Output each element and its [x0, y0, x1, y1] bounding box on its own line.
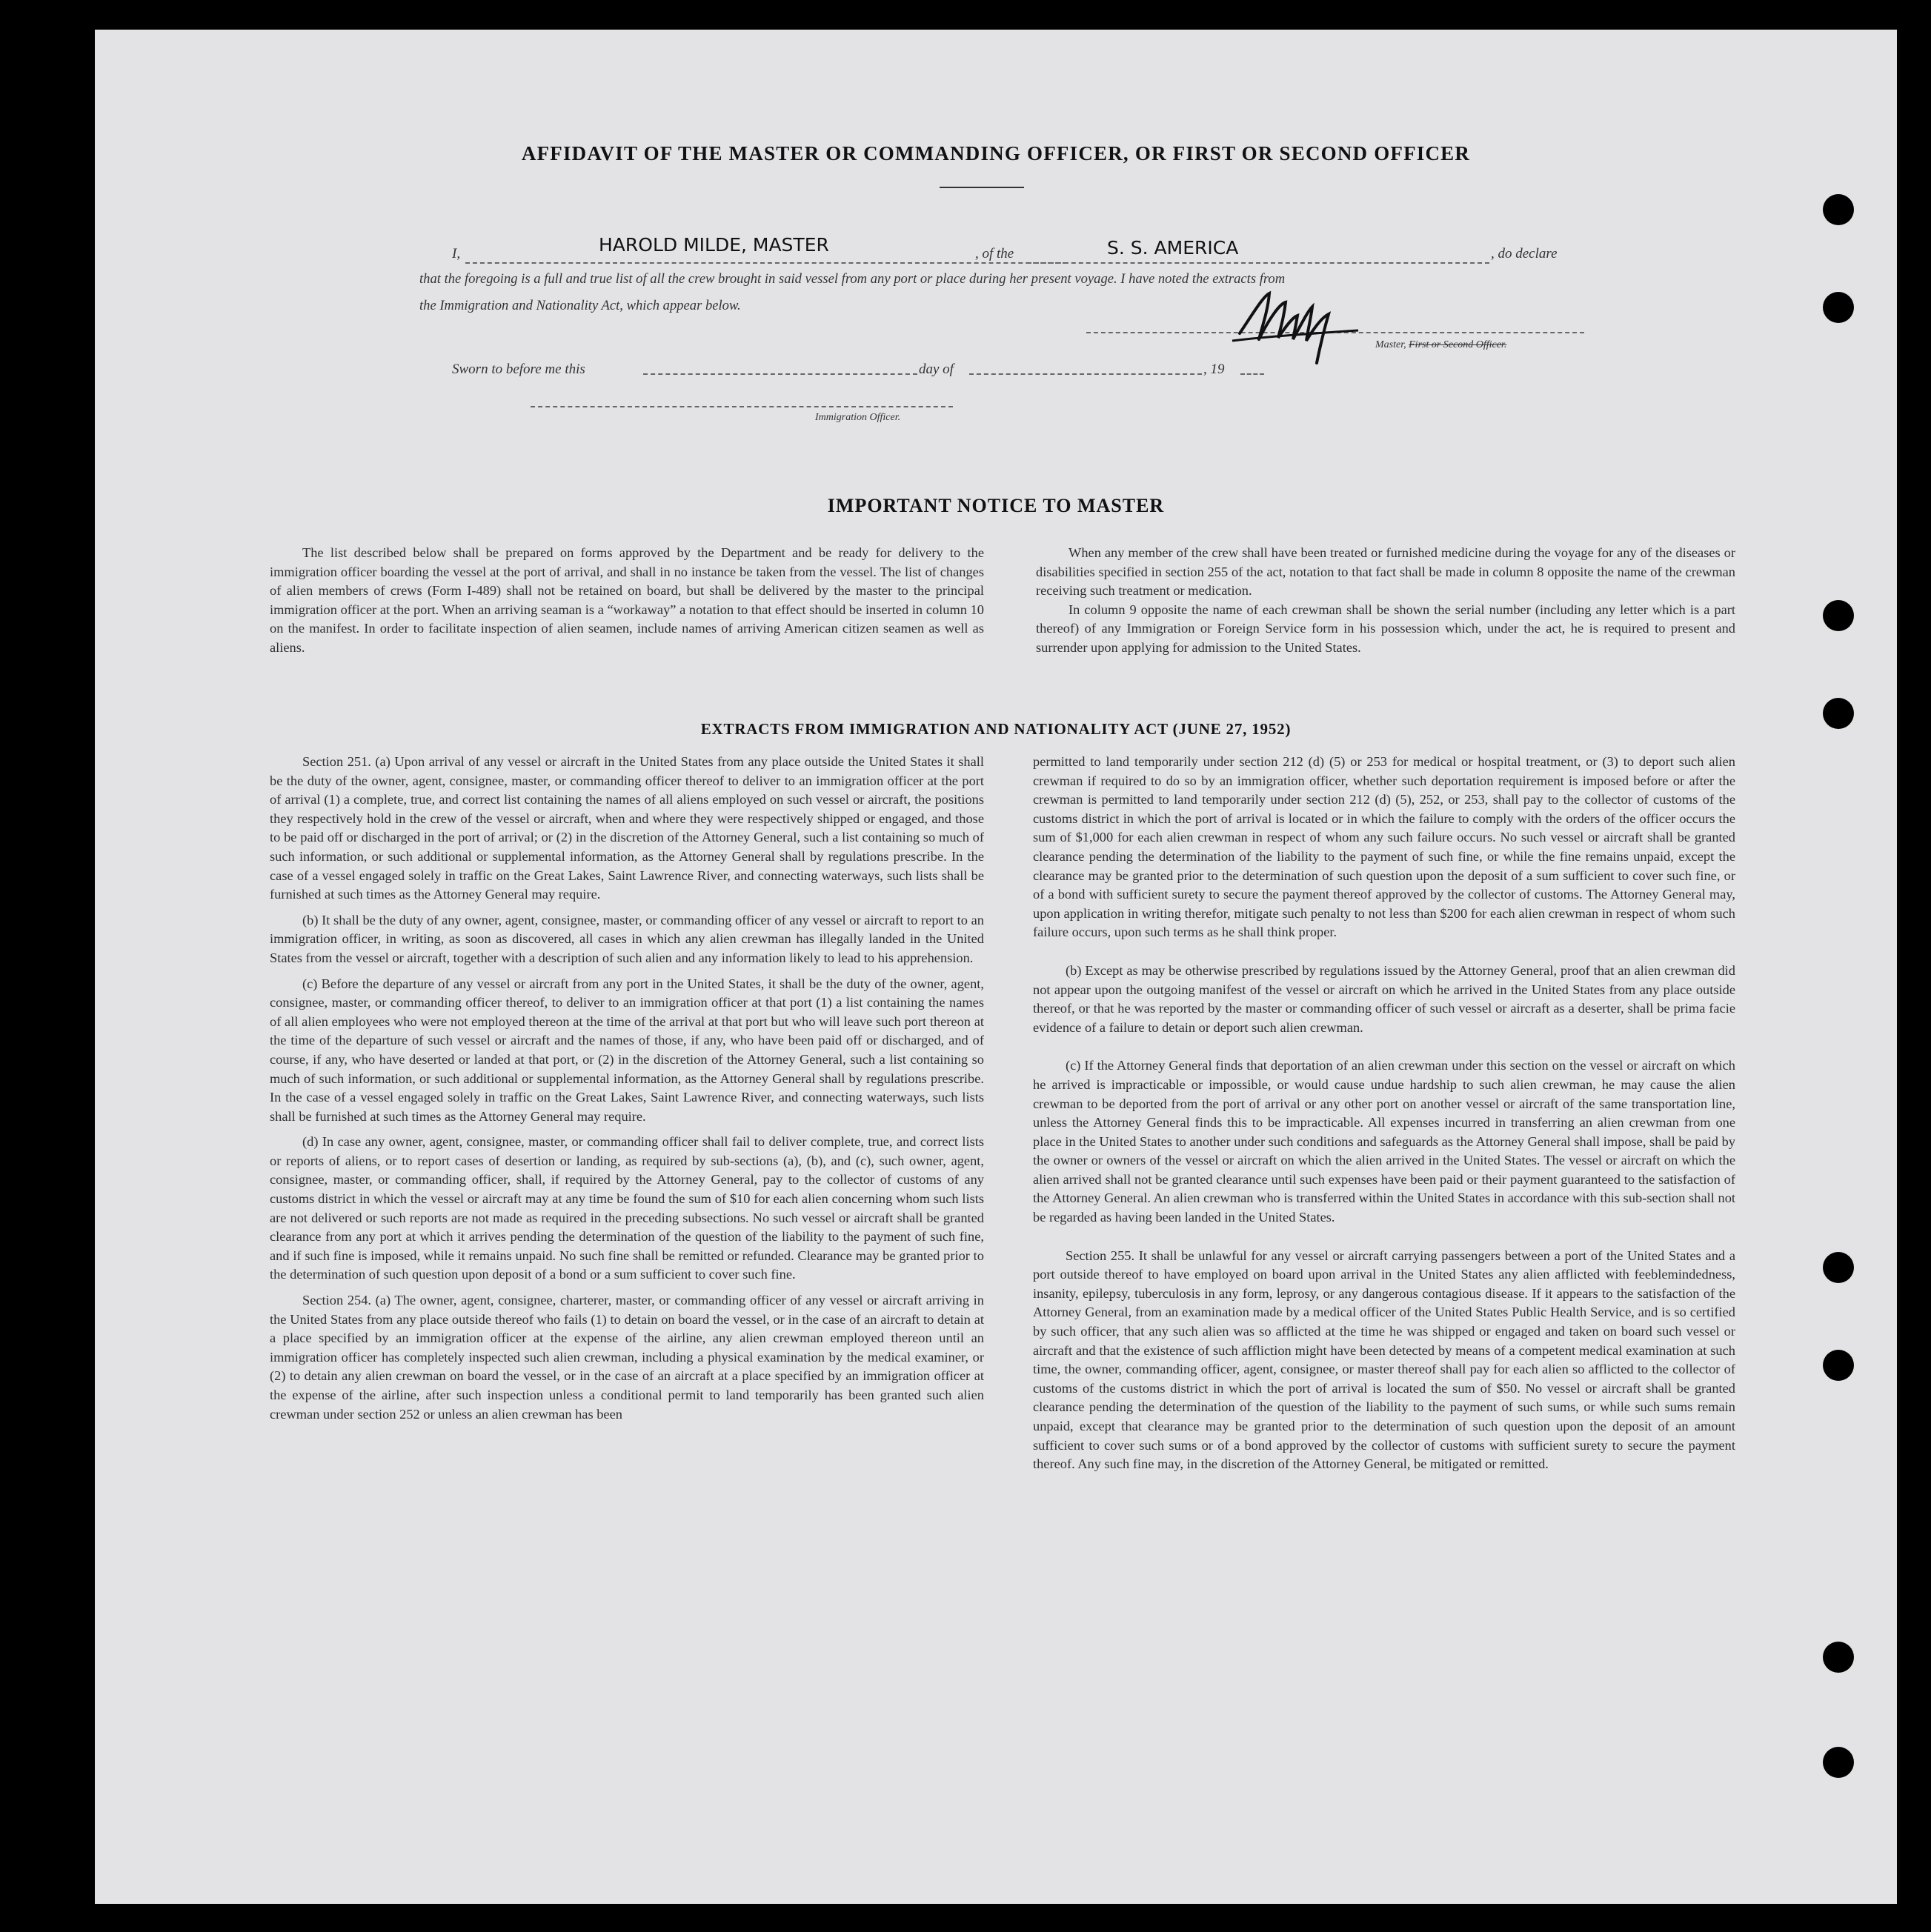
section-254-a: Section 254. (a) The owner, agent, consignee, charterer, master, or commanding officer of any vessel or aircraft arriving in the United States from any place outside thereof who fails (1) to detain on board the vessel, or in the case of an aircraft to detain at a place specified by an immigration officer at the expense of the airline, any alien crewman employed thereon until an immigration officer has completely inspected such alien crewman, including a physical examination by the medical examiner, or (2) to detain any alien crewman on board the vessel, or in the case of an aircraft at a place specified by an immigration officer at the expense of the airline, after such inspection unless a conditional permit to land temporarily has been granted such alien crewman under section 252 or unless an alien crewman has been	[270, 1293, 984, 1422]
notice-title: IMPORTANT NOTICE TO MASTER	[827, 495, 1165, 516]
title-underline	[940, 187, 1024, 188]
vessel-name-line	[1027, 262, 1489, 264]
master-signature	[1225, 282, 1403, 370]
section-251-c: (c) Before the departure of any vessel or aircraft from any port in the United States, it shall be the duty of the owner, agent, consignee, master, or commanding officer thereof, to deliver to an immigration officer at that port (1) a list containing the names of all alien employees who were not employed thereon at the time of the arrival at that port but who will leave such port thereon at the time of the departure of such vessel or aircraft and the names of those, if any, who have been paid off or discharged, and of course, if any, who have deserted or landed at that port, or (2) in the discretion of the Attorney General, such a list containing so much of such information, or such additional or supplemental information, as the Attorney General shall by regulations prescribe. In the case of a vessel engaged solely in traffic on the Great Lakes, Saint Lawrence River, and connecting waterways, such lists shall be furnished at such times as the Attorney General may require.	[270, 976, 984, 1124]
master-name: HAROLD MILDE, MASTER	[599, 234, 829, 256]
binder-hole	[1823, 1747, 1854, 1778]
notice-right-paragraph-2: In column 9 opposite the name of each crewman shall be shown the serial number (including any letter which is a part thereof) of any Immigration or Foreign Service form in his possession which, under the act, he is required to present and surrender upon applying for admission to the United States.	[1036, 602, 1735, 655]
binder-hole	[1823, 1252, 1854, 1283]
binder-hole	[1823, 600, 1854, 631]
document-page	[95, 30, 1897, 1904]
i-label: I,	[452, 246, 461, 262]
binder-hole	[1823, 1350, 1854, 1381]
declaration-line-1: that the foregoing is a full and true list of all the crew brought in said vessel from any port or place during her present voyage. I have noted the extracts from	[419, 271, 1286, 287]
of-the-label: , of the	[975, 246, 1014, 262]
binder-hole	[1823, 698, 1854, 729]
affidavit-title: AFFIDAVIT OF THE MASTER OR COMMANDING OFFICER, OR FIRST OR SECOND OFFICER	[521, 142, 1471, 164]
master-label: Master,	[1375, 339, 1406, 350]
vessel-name: S. S. AMERICA	[1107, 237, 1239, 259]
notice-left-paragraph: The list described below shall be prepared on forms approved by the Department and be ready for delivery to the immigration officer boarding the vessel at the port of arrival, and shall in no instance be taken from the vessel. The list of changes of alien members of crews (Form I-489) shall not be retained on board, but shall be delivered by the master to the principal immigration officer at the port. When an arriving seaman is a “workaway” a notation to that effect should be inserted in column 10 on the manifest. In order to facilitate inspection of alien seamen, include names of arriving American citizen seamen as well as aliens.	[270, 545, 984, 655]
section-251-d: (d) In case any owner, agent, consignee, master, or commanding officer shall fail to deliver complete, true, and correct lists or reports of aliens, or to report cases of desertion or landing, as required by sub-sections (a), (b), and (c), such owner, agent, consignee, master, or commanding officer, shall, if required by the Attorney General, pay to the collector of customs of any customs district in which the vessel or aircraft may at any time be found the sum of $10 for each alien concerning whom such lists are not delivered or such reports are not made as required in the preceding subsections. No such vessel or aircraft shall be granted clearance from any port at which it arrives pending the determination of the question of the liability to the payment of such fine, and if such fine is imposed, while it remains unpaid. No such fine shall be remitted or refunded. Clearance may be granted prior to the determination of such question upon deposit of a bond or a sum sufficient to cover such fine.	[270, 1134, 984, 1282]
extracts-right-column	[1033, 753, 1735, 1474]
section-254-c: (c) If the Attorney General finds that deportation of an alien crewman under this section on the vessel or aircraft on which he arrived is impracticable or impossible, or would cause undue hardship to such alien crewman, he may cause the alien crewman to be deported from the port of arrival or any other port on another vessel or aircraft of the same transportation line, unless the Attorney General finds this to be impracticable. All expenses incurred in transferring an alien crewman from one place in the United States to another under such conditions and safeguards as the Attorney General shall impose, shall be paid by the owner or owners of the vessel or aircraft on which the alien arrived in the United States. The vessel or aircraft on which the alien arrived shall not be granted clearance until such expenses have been paid or their payment guaranteed to the satisfaction of the Attorney General. An alien crewman who is transferred within the United States in accordance with this sub-section shall not be regarded as having been landed in the United States.	[1033, 1058, 1735, 1225]
immigration-officer-line	[531, 406, 953, 407]
notice-right-column	[1036, 544, 1735, 658]
immigration-officer-label: Immigration Officer.	[815, 412, 901, 423]
notice-right-paragraph-1: When any member of the crew shall have been treated or furnished medicine during the voyage for any of the diseases or disabilities specified in section 255 of the act, notation to that fact shall be made in column 8 opposite the name of the crewman receiving such treatment or medication.	[1036, 545, 1735, 599]
sworn-month-line	[969, 373, 1202, 375]
section-251-b: (b) It shall be the duty of any owner, agent, consignee, master, or commanding officer of any vessel or aircraft to report to an immigration officer, in writing, as soon as discovered, all cases in which any alien crewman has illegally landed in the United States from the vessel or aircraft, together with a description of such alien and any information likely to lead to his apprehension.	[270, 912, 984, 965]
extracts-title: EXTRACTS FROM IMMIGRATION AND NATIONALITY ACT (JUNE 27, 1952)	[700, 720, 1292, 738]
year-prefix: , 19	[1203, 362, 1225, 377]
sworn-label: Sworn to before me this	[452, 362, 585, 377]
notice-left-column	[270, 544, 984, 658]
master-name-line	[465, 262, 1067, 264]
binder-hole	[1823, 194, 1854, 225]
section-254-b: (b) Except as may be otherwise prescribed by regulations issued by the Attorney General, proof that an alien crewman did not appear upon the outgoing manifest of the vessel or aircraft on which he arrived in the United States from any place outside thereof, or that he was reported by the master or commanding officer of such vessel or aircraft as a deserter, shall be prima facie evidence of a failure to detain or deport such alien crewman.	[1033, 962, 1735, 1035]
binder-hole	[1823, 1642, 1854, 1673]
day-of-label: day of	[919, 362, 954, 377]
section-255: Section 255. It shall be unlawful for any vessel or aircraft carrying passengers between a port of the United States and a port outside thereof to have employed on board upon arrival in the United States any alien afflicted with feeblemindedness, insanity, epilepsy, tuberculosis in any form, leprosy, or any dangerous contagious disease. If it appears to the satisfaction of the Attorney General, from an examination made by a medical officer of the United States Public Health Service, and is so certified by such officer, that any such alien was so afflicted at the time he was shipped or engaged and taken on board such vessel or aircraft and that the existence of such affliction might have been detected by means of a competent medical examination at such time, the owner, commanding officer, agent, consignee, or master thereof shall pay for each alien so afflicted to the collector of customs of the customs district in which the port of arrival is located the sum of $50. No vessel or aircraft shall be granted clearance pending the determination of the question of the liability to the payment of such sums, or while such sums remain unpaid, except that clearance may be granted prior to the determination of such question upon the deposit of an amount sufficient to cover such sums or of a bond approved by the collector of customs with sufficient surety to secure the payment thereof. Any such fine may, in the discretion of the Attorney General, be mitigated or remitted.	[1033, 1248, 1735, 1472]
do-declare-label: , do declare	[1491, 246, 1558, 262]
binder-hole	[1823, 292, 1854, 323]
declaration-line-2: the Immigration and Nationality Act, which appear below.	[419, 298, 741, 313]
sworn-year-line	[1240, 373, 1264, 375]
extracts-left-column	[270, 753, 984, 1424]
struck-officer-label: First or Second Officer.	[1409, 339, 1507, 350]
section-251-a: Section 251. (a) Upon arrival of any vessel or aircraft in the United States from any place outside the United States it shall be the duty of the owner, agent, consignee, master, or commanding officer thereof to deliver to an immigration officer at the port of arrival (1) a complete, true, and correct list containing the names of all aliens employed on such vessel or aircraft, the positions they respectively hold in the crew of the vessel or aircraft, when and where they were respectively shipped or engaged, and those to be paid off or discharged in the port of arrival; or (2) in the discretion of the Attorney General, such a list containing so much of such information, or such additional or supplemental information, as the Attorney General shall by regulations prescribe. In the case of a vessel engaged solely in traffic on the Great Lakes, Saint Lawrence River, and connecting waterways, such lists shall be furnished at such times as the Attorney General may require.	[270, 754, 984, 902]
sworn-day-line	[643, 373, 917, 375]
section-254-a-continued: permitted to land temporarily under section 212 (d) (5) or 253 for medical or hospital treatment, or (3) to deport such alien crewman if required to do so by an immigration officer, whether such deportation requirement is imposed before or after the crewman is permitted to land temporarily under section 212 (d) (5), 252, or 253, shall pay to the collector of customs of the customs district in which the port of arrival is located or in which the failure to comply with the orders of the officer occurs the sum of $1,000 for each alien crewman in respect of whom any such failure occurs. No such vessel or aircraft shall be granted clearance pending the determination of the liability to the payment of such fine, or while the fine remains unpaid, except the clearance may be granted prior to the determination of such question upon the deposit of a sum sufficient to cover such fine, or of a bond with sufficient surety to secure the payment thereof approved by the collector of customs. The Attorney General may, upon application in writing therefor, mitigate such penalty to not less than $200 for each alien crewman in respect of whom such failure occurs, upon such terms as he shall think proper.	[1033, 754, 1735, 940]
signature-caption	[1375, 339, 1506, 351]
